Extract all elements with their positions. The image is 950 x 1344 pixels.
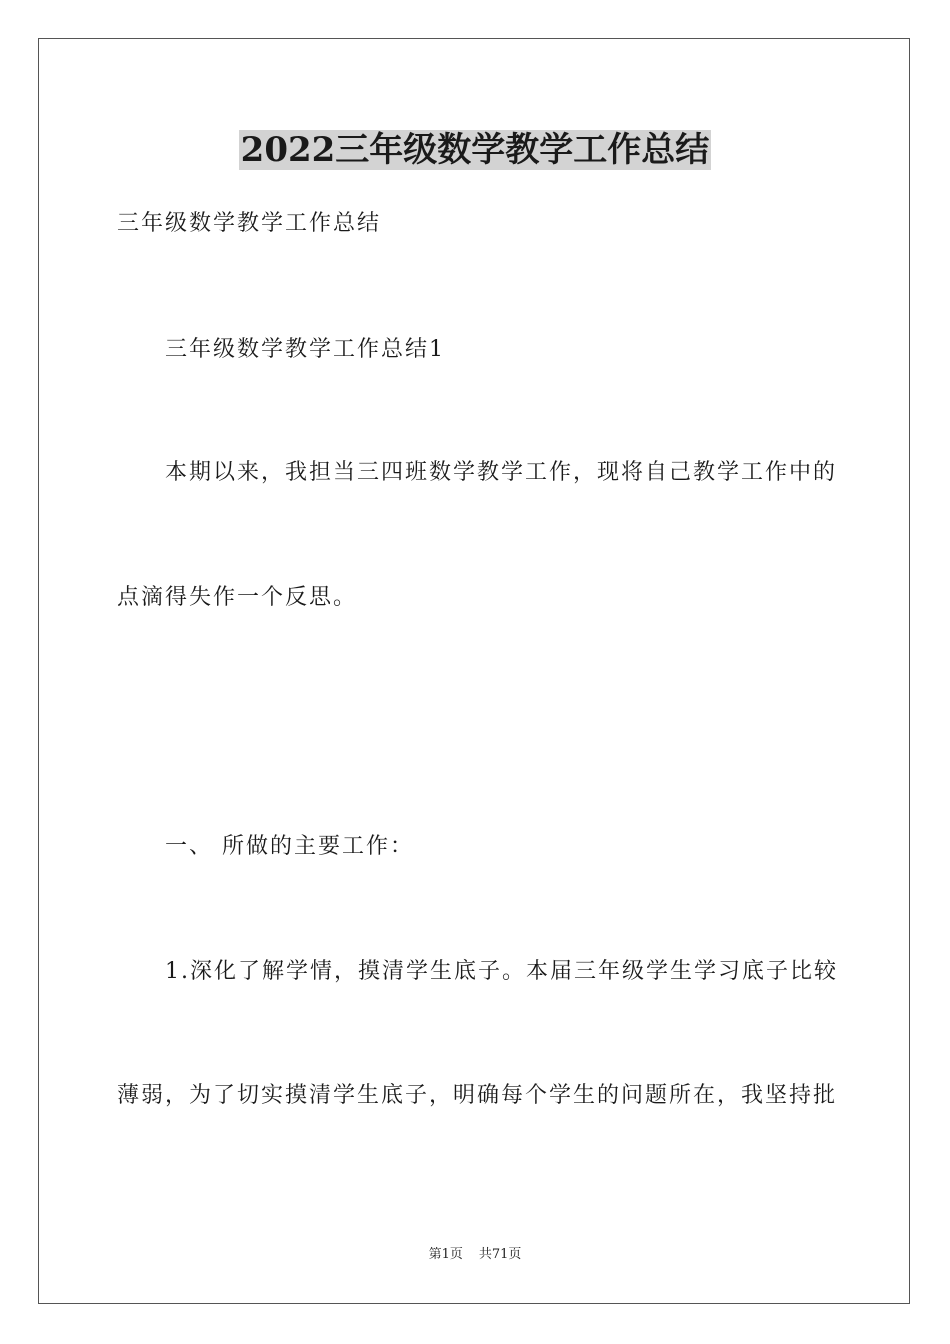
paragraph-line: 点滴得失作一个反思。 xyxy=(117,585,358,610)
subtitle-line: 三年级数学教学工作总结 xyxy=(117,211,382,236)
total-pages-label: 共71页 xyxy=(478,1247,522,1262)
paragraph-line: 薄弱，为了切实摸清学生底子，明确每个学生的问题所在，我坚持批 xyxy=(117,1083,838,1108)
page-footer xyxy=(0,1246,950,1264)
document-title-text: 2022三年级数学教学工作总结 xyxy=(240,130,710,170)
paragraph-line: 1.深化了解学情，摸清学生底子。本届三年级学生学习底子比较 xyxy=(165,959,838,984)
document-title xyxy=(0,128,950,172)
paragraph-line: 本期以来，我担当三四班数学教学工作，现将自己教学工作中的 xyxy=(165,460,838,485)
list-heading: 一、 所做的主要工作： xyxy=(165,834,414,859)
section-heading-1: 三年级数学教学工作总结1 xyxy=(165,337,445,362)
current-page-label: 第1页 xyxy=(428,1247,463,1262)
